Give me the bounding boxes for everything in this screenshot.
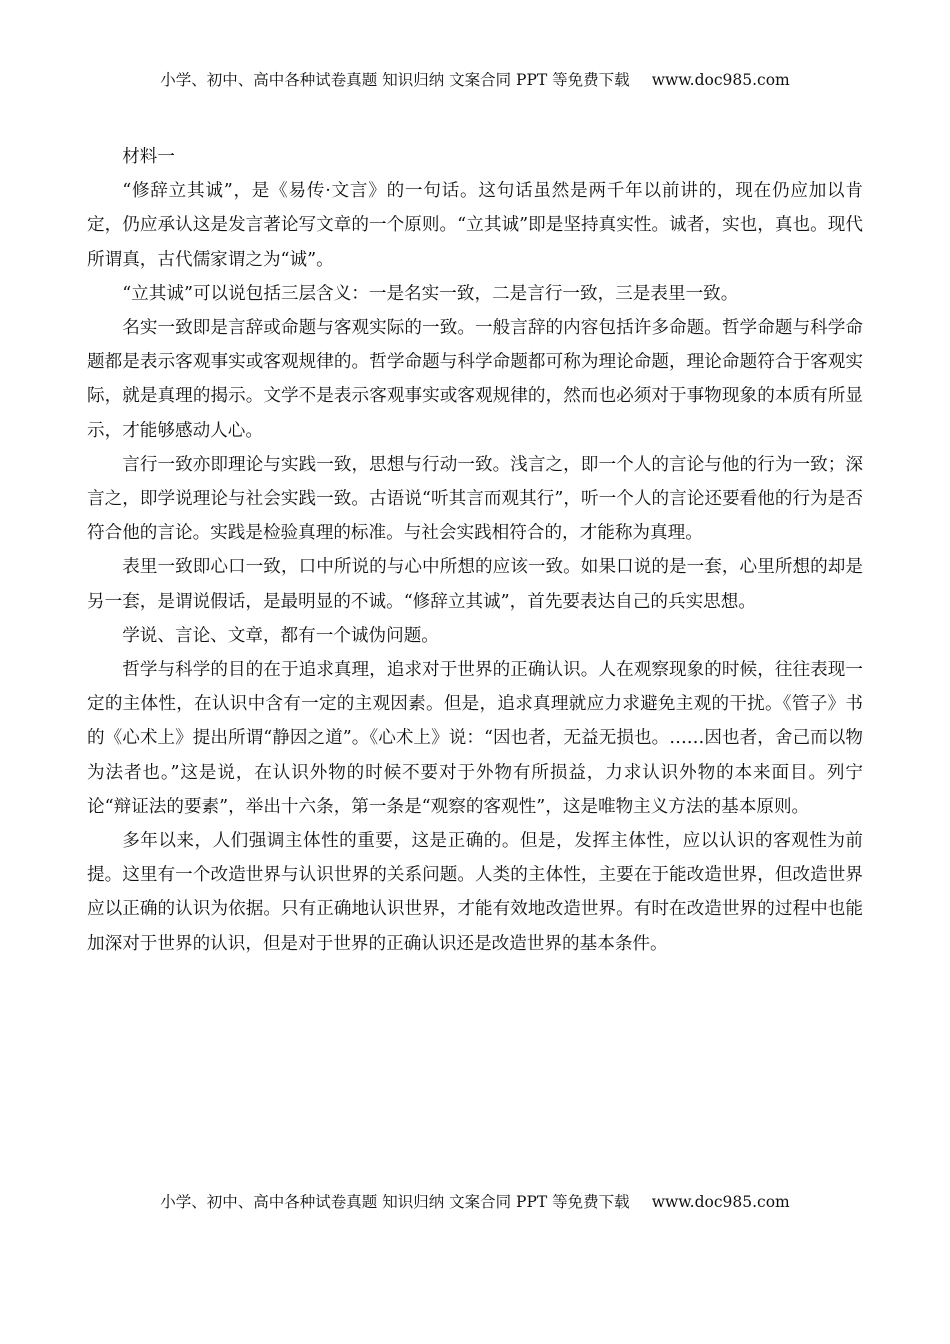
paragraph-2: “立其诚”可以说包括三层含义：一是名实一致，二是言行一致，三是表里一致。 (122, 283, 739, 304)
page-footer (0, 1190, 950, 1212)
paragraph-1: “修辞立其诚”，是《易传·文言》的一句话。这句话虽然是两千年以前讲的，现在仍应加以肯定，仍应承认这是发言著论写文章的一个原则。“立其诚”即是坚持真实性。诚者，实也，真也。现代所谓真，古代儒家谓之为“诚”。 (87, 181, 863, 270)
paragraph-5: 表里一致即心口一致，口中所说的与心中所想的应该一致。如果口说的是一套，心里所想的却是另一套，是谓说假话，是最明显的不诚。“修辞立其诚”，首先要表达自己的兵实思想。 (87, 557, 863, 612)
section-title: 材料一 (122, 147, 175, 167)
paragraph-3: 名实一致即是言辞或命题与客观实际的一致。一般言辞的内容包括许多命题。哲学命题与科学命题都是表示客观事实或客观规律的。哲学命题与科学命题都可称为理论命题，理论命题符合于客观实际，就是真理的揭示。文学不是表示客观事实或客观规律的，然而也必须对于事物现象的本质有所显示，才能够感动人心。 (87, 318, 863, 441)
paragraph-4: 言行一致亦即理论与实践一致，思想与行动一致。浅言之，即一个人的言论与他的行为一致；深言之，即学说理论与社会实践一致。古语说“听其言而观其行”，听一个人的言论还要看他的行为是否符合他的言论。实践是检验真理的标准。与社会实践相符合的，才能称为真理。 (87, 454, 863, 544)
paragraph-7: 哲学与科学的目的在于追求真理，追求对于世界的正确认识。人在观察现象的时候，往往表现一定的主体性，在认识中含有一定的主观因素。但是，追求真理就应力求避免主观的干扰。《管子》书的《心术上》提出所谓“静因之道”。《心术上》说：“因也者，无益无损也。……因也者，舍己而以物为法者也。”这是说，在认识外物的时候不要对于外物有所损益，力求认识外物的本来面目。列宁论“辩证法的要素”，举出十六条，第一条是“观察的客观性”，这是唯物主义方法的基本原则。 (87, 660, 863, 817)
article-body (87, 140, 863, 961)
page-header (0, 68, 950, 90)
paragraph-6: 学说、言论、文章，都有一个诚伪问题。 (122, 625, 439, 646)
header-text: 小学、初中、高中各种试卷真题 知识归纳 文案合同 PPT 等免费下载 (160, 71, 630, 89)
footer-text: 小学、初中、高中各种试卷真题 知识归纳 文案合同 PPT 等免费下载 (160, 1193, 630, 1211)
footer-site-link[interactable]: www.doc985.com (651, 1193, 790, 1211)
header-site-link[interactable]: www.doc985.com (651, 71, 790, 89)
paragraph-8: 多年以来，人们强调主体性的重要，这是正确的。但是，发挥主体性，应以认识的客观性为前提。这里有一个改造世界与认识世界的关系问题。人类的主体性，主要在于能改造世界，但改造世界应以正确的认识为依据。只有正确地认识世界，才能有效地改造世界。有时在改造世界的过程中也能加深对于世界的认识，但是对于世界的正确认识还是改造世界的基本条件。 (87, 831, 863, 954)
